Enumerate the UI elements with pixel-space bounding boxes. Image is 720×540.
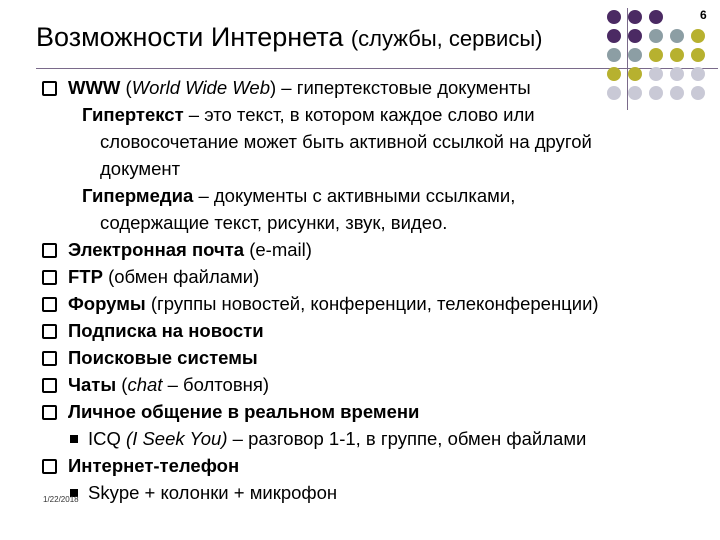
item-rest-text: – болтовня) xyxy=(162,374,270,395)
checkbox-bullet-icon xyxy=(42,74,68,103)
item-rest-text: содержащие текст, рисунки, звук, видео. xyxy=(100,212,448,233)
decor-dot xyxy=(670,29,684,43)
item-rest-text: – документы с активными ссылками, xyxy=(193,185,516,206)
list-item xyxy=(42,182,712,209)
item-bold-text: Интернет-телефон xyxy=(68,455,240,476)
checkbox-bullet-icon xyxy=(42,317,68,346)
list-item xyxy=(42,317,712,344)
decor-dot xyxy=(628,10,642,24)
item-bold-text: Личное общение в реальном времени xyxy=(68,401,420,422)
checkbox-bullet-icon xyxy=(42,344,68,373)
item-bold-text: Чаты xyxy=(68,374,117,395)
decor-dot xyxy=(628,29,642,43)
list-item xyxy=(42,101,712,128)
checkbox-bullet-icon xyxy=(42,371,68,400)
decor-dot xyxy=(649,10,663,24)
title-sub: (службы, сервисы) xyxy=(350,26,543,51)
checkbox-bullet-icon xyxy=(42,290,68,319)
slide-date: 1/22/2018 xyxy=(43,495,79,504)
square-bullet-icon xyxy=(70,435,78,443)
item-italic-text: (I Seek You) xyxy=(126,428,228,449)
item-text: ICQ xyxy=(88,428,127,449)
list-item xyxy=(42,452,712,479)
item-italic-text: World Wide Web xyxy=(131,77,270,98)
item-bold-text: WWW xyxy=(68,77,121,98)
item-rest-text: (обмен файлами) xyxy=(102,266,260,287)
bullet-list xyxy=(42,74,712,506)
item-rest-text: (e-mail) xyxy=(244,239,312,260)
decor-dot xyxy=(628,48,642,62)
decor-dot xyxy=(649,48,663,62)
decor-dot xyxy=(670,48,684,62)
item-bold-text: Гипертекст xyxy=(82,104,184,125)
list-item xyxy=(42,425,712,452)
list-item xyxy=(42,155,712,182)
item-rest-text: – это текст, в котором каждое слово или xyxy=(183,104,535,125)
list-item xyxy=(42,344,712,371)
item-text: Skype + колонки + микрофон xyxy=(88,482,338,503)
decor-dot xyxy=(691,48,705,62)
item-bold-text: Форумы xyxy=(68,293,146,314)
checkbox-bullet-icon xyxy=(42,452,68,481)
item-bold-text: Гипермедиа xyxy=(82,185,194,206)
checkbox-bullet-icon xyxy=(42,398,68,427)
item-bold-text: Поисковые системы xyxy=(68,347,258,368)
decor-dot xyxy=(691,29,705,43)
item-italic-text: chat xyxy=(127,374,163,395)
list-item xyxy=(42,236,712,263)
decor-dot xyxy=(649,29,663,43)
item-text: ( xyxy=(116,374,128,395)
decor-dot xyxy=(607,10,621,24)
list-item xyxy=(42,128,712,155)
item-rest-text: ) – гипертекстовые документы xyxy=(269,77,531,98)
item-bold-text: Электронная почта xyxy=(68,239,245,260)
item-rest-text: (группы новостей, конференции, телеконференции) xyxy=(145,293,599,314)
list-item xyxy=(42,209,712,236)
list-item xyxy=(42,371,712,398)
page-number: 6 xyxy=(700,8,707,22)
item-bold-text: FTP xyxy=(68,266,103,287)
list-item xyxy=(42,479,712,506)
title-main: Возможности Интернета xyxy=(36,22,344,52)
decor-dot xyxy=(607,29,621,43)
item-bold-text: Подписка на новости xyxy=(68,320,264,341)
item-text: ( xyxy=(120,77,132,98)
checkbox-bullet-icon xyxy=(42,236,68,265)
slide-title xyxy=(36,22,542,53)
list-item xyxy=(42,290,712,317)
decor-dot xyxy=(607,48,621,62)
item-rest-text: документ xyxy=(100,158,181,179)
checkbox-bullet-icon xyxy=(42,263,68,292)
item-rest-text: – разговор 1-1, в группе, обмен файлами xyxy=(227,428,587,449)
list-item xyxy=(42,398,712,425)
item-rest-text: словосочетание может быть активной ссылкой на другой xyxy=(100,131,592,152)
list-item xyxy=(42,74,712,101)
list-item xyxy=(42,263,712,290)
